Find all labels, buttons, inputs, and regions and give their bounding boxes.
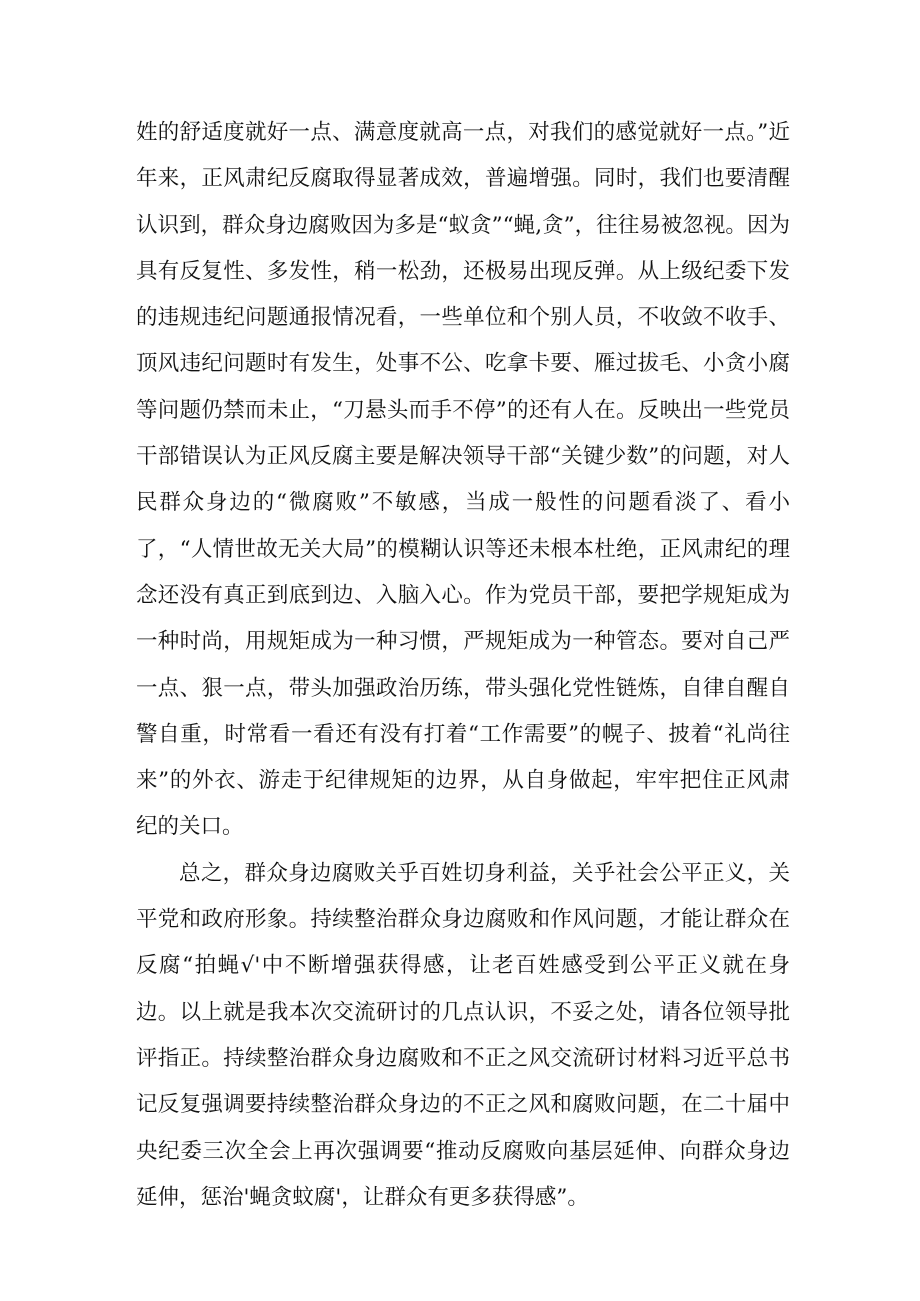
paragraph-2: 总之，群众身边腐败关乎百姓切身利益，关乎社会公平正义，关平党和政府形象。持续整治群众身边腐败和作风问题，才能让群众在反腐“拍蝇√'中不断增强获得感，让老百姓感受到公平正义就在身边。以上就是我本次交流研讨的几点认识，不妥之处，请各位领导批评指正。持续整治群众身边腐败和不正之风交流研讨材料习近平总书记反复强调要持续整治群众身边的不正之风和腐败问题，在二十届中央纪委三次全会上再次强调要“推动反腐败向基层延伸、向群众身边延伸，惩治'蝇贪蚊腐'，让群众有更多获得感”。 [136,860,790,1210]
document-page [136,110,790,1221]
paragraph-1: 姓的舒适度就好一点、满意度就高一点，对我们的感觉就好一点。”近年来，正风肃纪反腐取得显著成效，普遍增强。同时，我们也要清醒认识到，群众身边腐败因为多是“蚁贪”“蝇,贪”，往往易被忽视。因为具有反复性、多发性，稍一松劲，还极易出现反弹。从上级纪委下发的违规违纪问题通报情况看，一些单位和个别人员，不收敛不收手、顶风违纪问题时有发生，处事不公、吃拿卡要、雁过拔毛、小贪小腐等问题仍禁而未止，“刀悬头而手不停”的还有人在。反映出一些党员干部错误认为正风反腐主要是解决领导干部“关键少数”的问题，对人民群众身边的“微腐败”不敏感，当成一般性的问题看淡了、看小了，“人情世故无关大局”的模糊认识等还未根本杜绝，正风肃纪的理念还没有真正到底到边、入脑入心。作为党员干部，要把学规矩成为一种时尚，用规矩成为一种习惯，严规矩成为一种管态。要对自己严一点、狠一点，带头加强政治历练，带头强化党性链炼，自律自醒自警自重，时常看一看还有没有打着“工作需要”的幌子、披着“礼尚往来”的外衣、游走于纪律规矩的边界，从自身做起，牢牢把住正风肃纪的关口。 [136,120,790,840]
